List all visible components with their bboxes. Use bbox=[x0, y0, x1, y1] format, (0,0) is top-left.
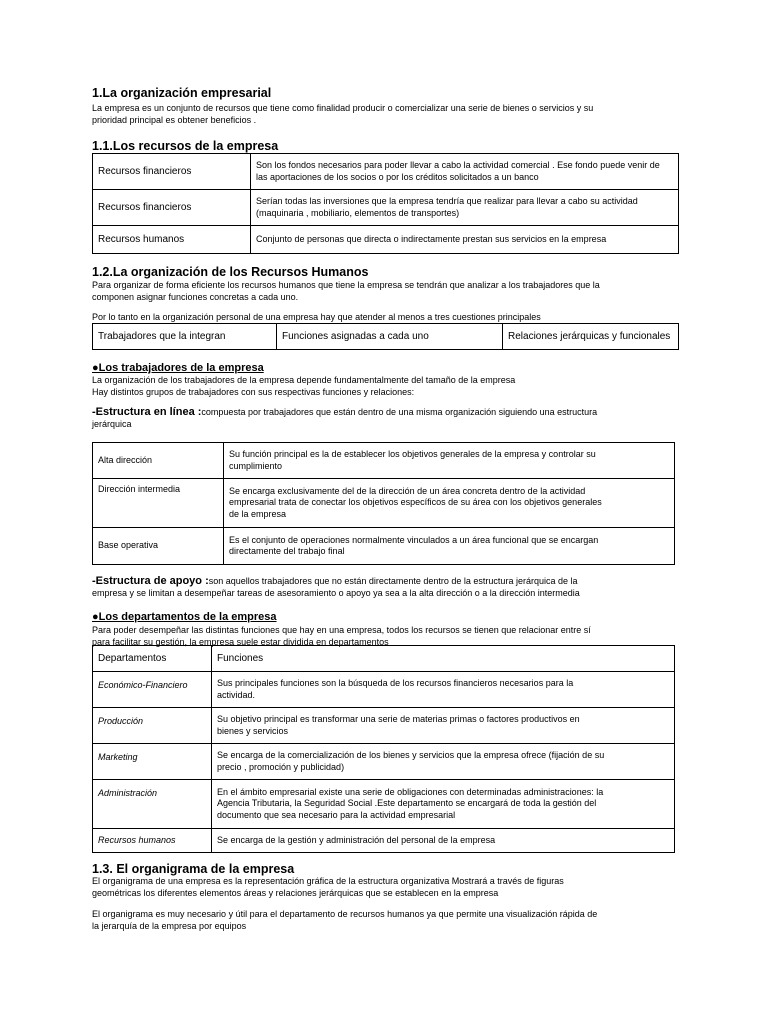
text-line: Se encarga de la comercialización de los bienes y servicios que la empresa ofrece (fijación de su bbox=[217, 750, 605, 760]
table-cell-key: Recursos financieros bbox=[93, 154, 251, 190]
table-header-cell: Funciones bbox=[212, 646, 675, 672]
table-row bbox=[93, 190, 679, 226]
table-row bbox=[93, 780, 675, 829]
text-line: Son los fondos necesarios para poder llevar a cabo la actividad comercial . Ese fondo puede venir de bbox=[256, 160, 660, 170]
questions-table bbox=[92, 323, 679, 350]
table-cell-value bbox=[212, 708, 675, 744]
table-row bbox=[93, 708, 675, 744]
table-row bbox=[93, 154, 679, 190]
section-1-2-intro: Por lo tanto en la organización personal de una empresa hay que atender al menos a tres cuestiones principales bbox=[92, 312, 541, 322]
table-cell-key: Recursos humanos bbox=[93, 829, 212, 853]
table-row bbox=[93, 226, 679, 254]
table-cell-value bbox=[251, 154, 679, 190]
table-cell-key: Dirección intermedia bbox=[93, 479, 224, 528]
text-line: Para organizar de forma eficiente los recursos humanos que tiene la empresa se tendrán que analizar a los trabajadores que la bbox=[92, 280, 600, 290]
table-cell-value bbox=[212, 744, 675, 780]
text-line: son aquellos trabajadores que no están directamente dentro de la estructura jerárquica de la bbox=[208, 576, 578, 586]
table-cell-key: Base operativa bbox=[93, 528, 224, 565]
table-header-row bbox=[93, 646, 675, 672]
text-line: empresa y se limitan a desempeñar tareas de asesoramiento o apoyo ya sea a la alta dirección o a la dirección intermedia bbox=[92, 587, 580, 598]
departments-heading: ●Los departamentos de la empresa bbox=[92, 611, 277, 623]
table-row bbox=[93, 528, 675, 565]
text-line: para facilitar su gestión, la empresa suele estar dividida en departamentos bbox=[92, 636, 389, 647]
text-line: La organización de los trabajadores de la empresa depende fundamentalmente del tamaño de la empresa bbox=[92, 375, 516, 385]
resources-table bbox=[92, 153, 679, 254]
section-title-1: 1.La organización empresarial bbox=[92, 86, 272, 100]
table-row bbox=[93, 324, 679, 350]
table-row bbox=[93, 479, 675, 528]
section-1-paragraph bbox=[92, 103, 692, 126]
text-line: precio , promoción y publicidad) bbox=[217, 761, 345, 772]
text-line: El organigrama de una empresa es la representación gráfica de la estructura organizativa Mostrará a través de figuras bbox=[92, 876, 564, 886]
text-line: El organigrama es muy necesario y útil para el departamento de recursos humanos ya que permite una visualización rápida de bbox=[92, 909, 598, 919]
table-cell-value bbox=[251, 190, 679, 226]
table-cell-value bbox=[224, 479, 675, 528]
text-line: La empresa es un conjunto de recursos que tiene como finalidad producir o comercializar una serie de bienes o servicios y su bbox=[92, 103, 594, 113]
table-cell-key: Recursos humanos bbox=[93, 226, 251, 254]
linear-structure-heading: -Estructura en línea : bbox=[92, 406, 202, 418]
text-line: geométricas los diferentes elementos áreas y relaciones jerárquicas que se establecen en la empresa bbox=[92, 887, 499, 898]
workers-paragraph bbox=[92, 375, 692, 398]
text-line: bienes y servicios bbox=[217, 725, 289, 736]
text-line: Serían todas las inversiones que la empresa tendría que realizar para llevar a cabo su actividad bbox=[256, 196, 638, 206]
text-line: prioridad principal es obtener beneficios . bbox=[92, 114, 257, 125]
text-line: jerárquica bbox=[92, 418, 132, 429]
text-line: documento que sea necesario para la actividad empresarial bbox=[217, 809, 456, 820]
table-cell-value bbox=[212, 829, 675, 853]
table-cell-key: Administración bbox=[93, 780, 212, 829]
text-line: componen asignar funciones concretas a cada uno. bbox=[92, 291, 299, 302]
table-cell-key: Producción bbox=[93, 708, 212, 744]
text-line: Su función principal es la de establecer los objetivos generales de la empresa y controlar su bbox=[229, 449, 596, 459]
support-structure-paragraph bbox=[92, 576, 692, 599]
hierarchy-table bbox=[92, 442, 675, 565]
table-row bbox=[93, 672, 675, 708]
table-cell-key: Económico-Financiero bbox=[93, 672, 212, 708]
text-line: Se encarga de la gestión y administración del personal de la empresa bbox=[217, 834, 496, 845]
text-line: Agencia Tributaria, la Seguridad Social .Este departamento se encargará de toda la gestión del bbox=[217, 798, 597, 809]
text-line: actividad. bbox=[217, 689, 256, 700]
table-cell-key: Recursos financieros bbox=[93, 190, 251, 226]
linear-structure-paragraph bbox=[92, 407, 692, 430]
text-line: cumplimiento bbox=[229, 460, 283, 471]
table-cell: Funciones asignadas a cada uno bbox=[277, 324, 503, 350]
text-line: las aportaciones de los socios o por los créditos solicitados a un banco bbox=[256, 171, 539, 182]
table-cell-value bbox=[212, 672, 675, 708]
table-header-cell: Departamentos bbox=[93, 646, 212, 672]
table-row bbox=[93, 443, 675, 479]
text-line: Su objetivo principal es transformar una serie de materias primas o factores productivos en bbox=[217, 714, 580, 724]
text-line: directamente del trabajo final bbox=[229, 546, 345, 556]
text-line: Es el conjunto de operaciones normalmente vinculados a un área funcional que se encargan bbox=[229, 534, 599, 545]
table-cell: Trabajadores que la integran bbox=[93, 324, 277, 350]
section-title-1-2: 1.2.La organización de los Recursos Humanos bbox=[92, 265, 369, 279]
text-line: compuesta por trabajadores que están dentro de una misma organización siguiendo una estructura bbox=[201, 407, 598, 417]
text-line: Sus principales funciones son la búsqueda de los recursos financieros necesarios para la bbox=[217, 678, 574, 688]
table-cell-value bbox=[224, 443, 675, 479]
section-1-3-paragraph-2 bbox=[92, 909, 692, 932]
section-1-3-paragraph bbox=[92, 876, 692, 899]
table-cell: Relaciones jerárquicas y funcionales bbox=[503, 324, 679, 350]
text-line: Se encarga exclusivamente del de la dirección de un área concreta dentro de la actividad bbox=[229, 485, 586, 496]
text-line: la jerarquía de la empresa por equipos bbox=[92, 920, 247, 931]
text-line: (maquinaria , mobiliario, elementos de transportes) bbox=[256, 207, 460, 218]
table-cell-value bbox=[212, 780, 675, 829]
section-title-1-3: 1.3. El organigrama de la empresa bbox=[92, 862, 295, 876]
section-1-2-paragraph bbox=[92, 280, 692, 303]
text-line: Para poder desempeñar las distintas funciones que hay en una empresa, todos los recursos se tienen que relacionar entre sí bbox=[92, 625, 591, 635]
table-cell-key: Marketing bbox=[93, 744, 212, 780]
support-structure-heading: -Estructura de apoyo : bbox=[92, 575, 209, 587]
workers-heading: ●Los trabajadores de la empresa bbox=[92, 362, 264, 374]
table-row bbox=[93, 744, 675, 780]
text-line: Conjunto de personas que directa o indirectamente prestan sus servicios en la empresa bbox=[256, 233, 607, 244]
text-line: En el ámbito empresarial existe una serie de obligaciones con determinadas administraciones: la bbox=[217, 786, 604, 797]
table-row bbox=[93, 829, 675, 853]
section-title-1-1: 1.1.Los recursos de la empresa bbox=[92, 139, 279, 153]
text-line: Hay distintos grupos de trabajadores con sus respectivas funciones y relaciones: bbox=[92, 386, 415, 397]
table-cell-key: Alta dirección bbox=[93, 443, 224, 479]
table-cell-value bbox=[224, 528, 675, 565]
departments-table bbox=[92, 645, 675, 853]
table-cell-value bbox=[251, 226, 679, 254]
text-line: de la empresa bbox=[229, 508, 287, 519]
text-line: empresarial trata de conectar los objetivos específicos de su área con los objetivos generales bbox=[229, 497, 602, 508]
